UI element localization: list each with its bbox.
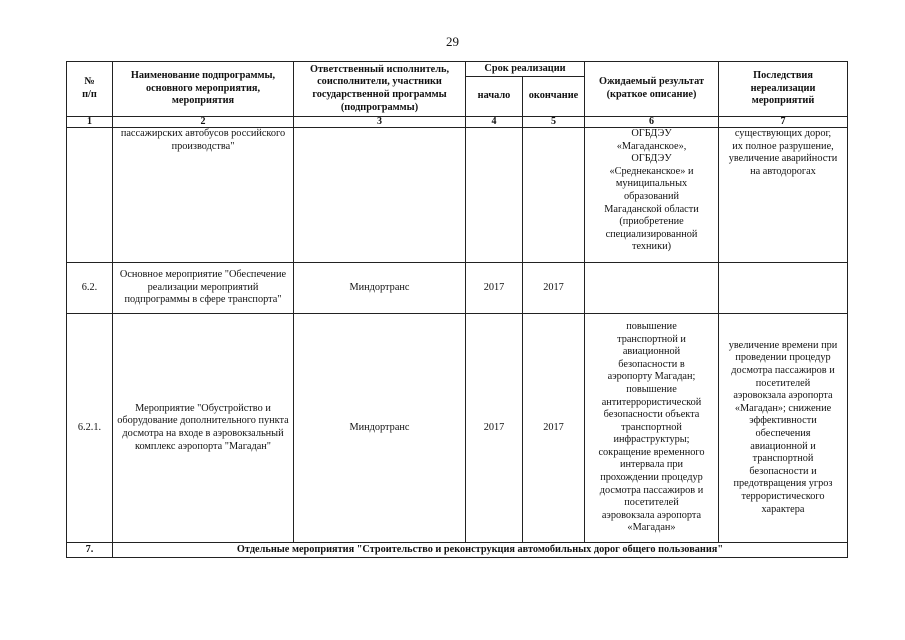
- column-number: 4: [466, 117, 523, 128]
- program-measures-table: [66, 61, 848, 558]
- header-executor: Ответственный исполнитель, соисполнители, участники государственной программы (подпрограммы): [294, 62, 466, 117]
- table-row: [67, 128, 848, 263]
- table-row: [67, 263, 848, 314]
- row-consequences: существующих дорог, их полное разрушение, увеличение аварийности на автодорогах: [719, 128, 848, 263]
- row-start: [466, 128, 523, 263]
- row-executor: [294, 128, 466, 263]
- row-result: [585, 263, 719, 314]
- column-number: 3: [294, 117, 466, 128]
- row-executor: Миндортранс: [294, 314, 466, 543]
- row-start: 2017: [466, 263, 523, 314]
- page-number: 29: [446, 34, 459, 49]
- column-numbers-row: [67, 117, 848, 128]
- row-consequences: увеличение времени при проведении процедур досмотра пассажиров и посетителей аэровокзала аэропорта «Магадан»; снижение эффективности обеспечения авиационной и транспортной безопасности и предотвращения угроз террористического характера: [719, 314, 848, 543]
- row-end: 2017: [523, 314, 585, 543]
- row-result: ОГБДЭУ «Магаданское», ОГБДЭУ «Среднеканское» и муниципальных образований Магаданской области (приобретение специализированной техники): [585, 128, 719, 263]
- column-number: 1: [67, 117, 113, 128]
- header-start: начало: [466, 77, 523, 117]
- row-num: 6.2.1.: [67, 314, 113, 543]
- section-row: [67, 543, 848, 558]
- column-number: 2: [113, 117, 294, 128]
- column-number: 5: [523, 117, 585, 128]
- row-name: Основное мероприятие "Обеспечение реализации мероприятий подпрограммы в сфере транспорта": [113, 263, 294, 314]
- section-title: Отдельные мероприятия "Строительство и реконструкция автомобильных дорог общего пользования": [113, 543, 848, 558]
- header-name: Наименование подпрограммы, основного мероприятия, мероприятия: [113, 62, 294, 117]
- table-row: [67, 314, 848, 543]
- row-name: Мероприятие "Обустройство и оборудование дополнительного пункта досмотра на входе в аэровокзальный комплекс аэропорта "Магадан": [113, 314, 294, 543]
- header-row: [67, 62, 848, 77]
- header-num: № п/п: [67, 62, 113, 117]
- row-executor: Миндортранс: [294, 263, 466, 314]
- row-result: повышение транспортной и авиационной безопасности в аэропорту Магадан; повышение антитеррористической безопасности объекта транспортной инфраструктуры; сокращение временного интервала при прохождении процедур досмотра пассажиров и посетителей аэровокзала аэропорта «Магадан»: [585, 314, 719, 543]
- header-result: Ожидаемый результат (краткое описание): [585, 62, 719, 117]
- row-num: [67, 128, 113, 263]
- header-term: Срок реализации: [466, 62, 585, 77]
- header-end: окончание: [523, 77, 585, 117]
- row-num: 6.2.: [67, 263, 113, 314]
- column-number: 7: [719, 117, 848, 128]
- section-num: 7.: [67, 543, 113, 558]
- row-name: пассажирских автобусов российского производства": [113, 128, 294, 263]
- header-consequences: Последствия нереализации мероприятий: [719, 62, 848, 117]
- column-number: 6: [585, 117, 719, 128]
- row-start: 2017: [466, 314, 523, 543]
- row-consequences: [719, 263, 848, 314]
- row-end: 2017: [523, 263, 585, 314]
- row-end: [523, 128, 585, 263]
